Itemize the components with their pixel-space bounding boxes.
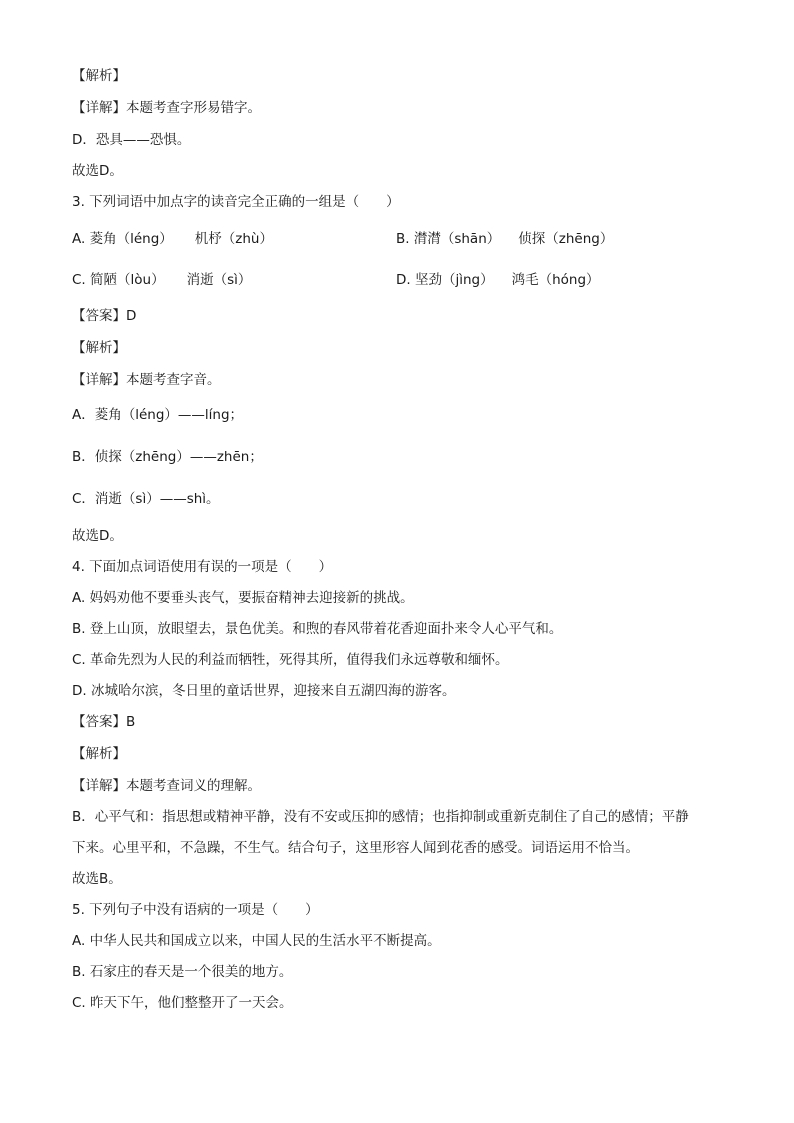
q4-detail: 【详解】本题考查词义的理解。 [72, 778, 261, 794]
q5-option-a: A. 中华人民共和国成立以来，中国人民的生活水平不断提高。 [72, 933, 441, 949]
q5-option-b: B. 石家庄的春天是一个很美的地方。 [72, 964, 293, 980]
q3-option-c [72, 271, 251, 289]
q3-analysis-heading: 【解析】 [72, 340, 126, 356]
q3-option-d-word2: 鸿毛（hóng） [511, 272, 600, 288]
q3-option-d [396, 271, 600, 289]
q3-conclusion: 故选D。 [72, 528, 123, 544]
question-3: 3. 下列词语中加点字的读音完全正确的一组是（ ） [72, 194, 400, 210]
analysis-heading: 【解析】 [72, 68, 126, 84]
q4-conclusion: 故选B。 [72, 871, 122, 887]
q3-answer: 【答案】D [72, 308, 137, 324]
q3-detail-a: A．菱角（léng）——líng； [72, 407, 244, 423]
q3-detail-c: C．消逝（sì）——shì。 [72, 491, 220, 507]
q4-analysis-heading: 【解析】 [72, 746, 126, 762]
q4-option-c: C. 革命先烈为人民的利益而牺牲，死得其所，值得我们永远尊敬和缅怀。 [72, 652, 509, 668]
q4-option-b: B. 登上山顶，放眼望去，景色优美。和煦的春风带着花香迎面扑来令人心平气和。 [72, 621, 563, 637]
question-4: 4. 下面加点词语使用有误的一项是（ ） [72, 559, 333, 575]
q5-option-c: C. 昨天下午，他们整整开了一天会。 [72, 995, 293, 1011]
q3-option-a-word2: 机杼（zhù） [194, 231, 273, 247]
q3-option-d-word1: D. 坚劲（jìng） [396, 272, 494, 288]
q3-detail: 【详解】本题考查字音。 [72, 372, 221, 388]
question-5: 5. 下列句子中没有语病的一项是（ ） [72, 902, 319, 918]
q3-option-b-word2: 侦探（zhēng） [518, 231, 614, 247]
q3-option-b-word1: B. 潸潸（shān） [396, 231, 501, 247]
q3-option-c-word1: C. 简陋（lòu） [72, 272, 165, 288]
q4-option-d: D. 冰城哈尔滨，冬日里的童话世界，迎接来自五湖四海的游客。 [72, 683, 456, 699]
choice-conclusion: 故选D。 [72, 163, 123, 179]
q4-option-a: A. 妈妈劝他不要垂头丧气，要振奋精神去迎接新的挑战。 [72, 590, 414, 606]
q4-answer: 【答案】B [72, 714, 136, 730]
q3-option-b [396, 230, 613, 248]
q3-detail-b: B．侦探（zhēng）——zhēn； [72, 449, 263, 465]
q4-detail-b-line2: 下来。心里平和，不急躁，不生气。结合句子，这里形容人闻到花香的感受。词语运用不恰当。 [72, 840, 639, 856]
detail-item: D．恐具——恐惧。 [72, 132, 191, 148]
detail-text: 【详解】本题考查字形易错字。 [72, 100, 261, 116]
q3-option-a-word1: A. 菱角（léng） [72, 231, 173, 247]
q4-detail-b-line1: B．心平气和：指思想或精神平静，没有不安或压抑的感情；也指抑制或重新克制住了自己的感情；平静 [72, 809, 689, 825]
q3-option-c-word2: 消逝（sì） [186, 272, 252, 288]
q3-option-a [72, 230, 273, 248]
